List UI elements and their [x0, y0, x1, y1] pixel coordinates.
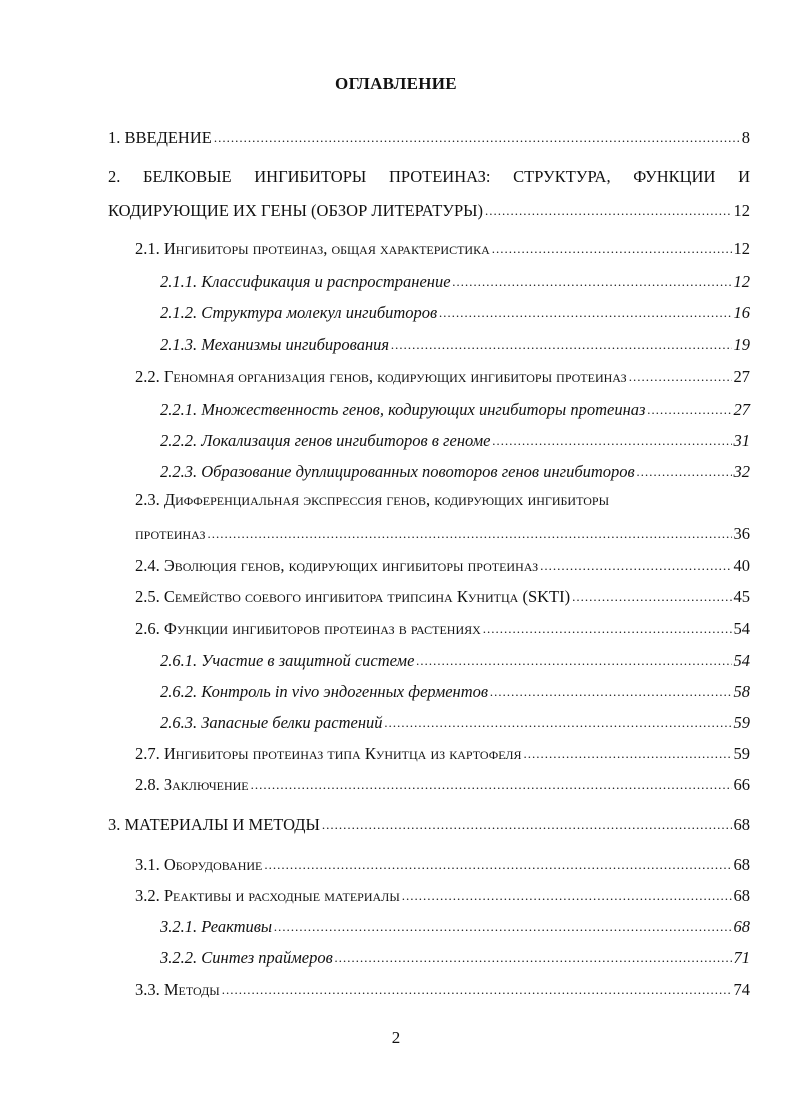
- leader-dots: [222, 978, 732, 995]
- leader-dots: [572, 585, 731, 602]
- toc-entry-title: 2.1. Ингибиторы протеиназ, общая характеристика: [135, 238, 490, 258]
- leader-dots: [264, 853, 731, 870]
- toc-entry-title: 3.2.2. Синтез праймеров: [160, 947, 333, 967]
- leader-dots: [385, 711, 732, 728]
- toc-entry-page: 68: [733, 916, 750, 936]
- leader-dots: [416, 649, 731, 666]
- toc-entry-page: 36: [733, 523, 750, 543]
- toc-entry-page: 19: [733, 334, 750, 354]
- toc-entry[interactable]: [160, 915, 750, 937]
- toc-entry-page: 45: [733, 586, 750, 606]
- leader-dots: [322, 813, 732, 830]
- leader-dots: [335, 946, 732, 963]
- toc-entry-title: КОДИРУЮЩИЕ ИХ ГЕНЫ (ОБЗОР ЛИТЕРАТУРЫ): [108, 200, 484, 220]
- toc-entry-page: 12: [733, 200, 750, 220]
- toc-entry[interactable]: [160, 398, 750, 420]
- toc-entry-page: 54: [733, 650, 750, 670]
- toc-entry-page: 31: [733, 430, 750, 450]
- toc-entry-page: 27: [733, 399, 750, 419]
- toc-entry[interactable]: [135, 742, 750, 764]
- leader-dots: [439, 301, 731, 318]
- toc-entry-page: 12: [733, 271, 750, 291]
- toc-entry-page: 74: [733, 979, 750, 999]
- toc-entry[interactable]: [135, 773, 750, 795]
- toc-entry-title-line1: 2. БЕЛКОВЫЕ ИНГИБИТОРЫ ПРОТЕИНАЗ: СТРУКТУРА, ФУНКЦИИ И: [108, 167, 750, 186]
- toc-entry-title: 2.8. Заключение: [135, 774, 249, 794]
- toc-entry[interactable]: [135, 978, 750, 1000]
- toc-entry[interactable]: [135, 522, 750, 544]
- leader-dots: [629, 365, 732, 382]
- toc-entry-page: 66: [733, 774, 750, 794]
- leader-dots: [647, 398, 731, 415]
- leader-dots: [274, 915, 731, 932]
- toc-entry-page: 27: [733, 366, 750, 386]
- leader-dots: [391, 333, 731, 350]
- toc-entry[interactable]: [160, 270, 750, 292]
- toc-entry[interactable]: [135, 585, 750, 607]
- toc-entry[interactable]: [108, 126, 750, 148]
- toc-entry-title: 2.5. Семейство соевого ингибитора трипсина Кунитца (SKTI): [135, 586, 571, 606]
- toc-entry[interactable]: [160, 460, 750, 482]
- toc-entry-title: 3.2. Реактивы и расходные материалы: [135, 885, 400, 905]
- toc-entry-title: 3. МАТЕРИАЛЫ И МЕТОДЫ: [108, 814, 320, 834]
- toc-entry-title: 2.2.3. Образование дуплицированных повоторов генов ингибиторов: [160, 461, 635, 481]
- leader-dots: [492, 429, 731, 446]
- toc-entry-title: 2.2. Геномная организация генов, кодирующих ингибиторы протеиназ: [135, 366, 627, 386]
- toc-entry-title: 1. ВВЕДЕНИЕ: [108, 127, 212, 147]
- leader-dots: [208, 522, 732, 539]
- toc-entry[interactable]: [160, 649, 750, 671]
- toc-entry[interactable]: [135, 884, 750, 906]
- leader-dots: [492, 237, 732, 254]
- toc-entry-page: 68: [733, 885, 750, 905]
- toc-entry[interactable]: [135, 554, 750, 576]
- toc-entry-title-line1: 2.3. Дифференциальная экспрессия генов, кодирующих ингибиторы: [135, 490, 610, 509]
- toc-entry-title: 2.2.2. Локализация генов ингибиторов в геноме: [160, 430, 491, 450]
- toc-entry[interactable]: [135, 617, 750, 639]
- leader-dots: [453, 270, 732, 287]
- toc-entry-page: 68: [733, 854, 750, 874]
- toc-entry[interactable]: [135, 237, 750, 259]
- toc-entry-title: 2.6.1. Участие в защитной системе: [160, 650, 415, 670]
- toc-entry-title: 3.2.1. Реактивы: [160, 916, 273, 936]
- toc-entry-page: 32: [733, 461, 750, 481]
- leader-dots: [540, 554, 731, 571]
- toc-entry-page: 59: [733, 743, 750, 763]
- toc-entry-page: 16: [733, 302, 750, 322]
- toc-entry-title: 2.6. Функции ингибиторов протеиназ в растениях: [135, 618, 481, 638]
- toc-entry[interactable]: [160, 301, 750, 323]
- toc-entry-title: протеиназ: [135, 523, 206, 543]
- leader-dots: [483, 617, 732, 634]
- leader-dots: [637, 460, 732, 477]
- toc-entry-title: 2.1.1. Классификация и распространение: [160, 271, 451, 291]
- toc-entry-page: 8: [741, 127, 750, 147]
- toc-entry[interactable]: [108, 813, 750, 835]
- toc-entry-page: 68: [733, 814, 750, 834]
- toc-entry-title: 2.6.3. Запасные белки растений: [160, 712, 383, 732]
- toc-entry[interactable]: [108, 199, 750, 221]
- toc-entry[interactable]: [160, 333, 750, 355]
- toc-entry-title: 2.1.2. Структура молекул ингибиторов: [160, 302, 438, 322]
- toc-entry[interactable]: [160, 946, 750, 968]
- toc-entry-page: 40: [733, 555, 750, 575]
- leader-dots: [524, 742, 732, 759]
- toc-entry-title: 2.4. Эволюция генов, кодирующих ингибиторы протеиназ: [135, 555, 539, 575]
- leader-dots: [402, 884, 732, 901]
- toc-entry[interactable]: [135, 853, 750, 875]
- toc-entry-title: 3.1. Оборудование: [135, 854, 263, 874]
- toc-entry-title: 2.7. Ингибиторы протеиназ типа Кунитца из картофеля: [135, 743, 522, 763]
- leader-dots: [214, 126, 740, 143]
- toc-entry-page: 54: [733, 618, 750, 638]
- toc-entry-page: 71: [733, 947, 750, 967]
- toc-heading: ОГЛАВЛЕНИЕ: [335, 74, 457, 93]
- toc-entry[interactable]: [160, 680, 750, 702]
- toc-entry-title: 2.1.3. Механизмы ингибирования: [160, 334, 390, 354]
- toc-entry-page: 12: [733, 238, 750, 258]
- toc-entry-page: 59: [733, 712, 750, 732]
- leader-dots: [251, 773, 732, 790]
- toc-entry-page: 58: [733, 681, 750, 701]
- toc-entry[interactable]: [160, 711, 750, 733]
- page-number: 2: [391, 1028, 401, 1047]
- leader-dots: [485, 199, 731, 216]
- toc-entry[interactable]: [135, 365, 750, 387]
- toc-entry[interactable]: [160, 429, 750, 451]
- toc-entry-title: 3.3. Методы: [135, 979, 220, 999]
- leader-dots: [490, 680, 731, 697]
- toc-entry-title: 2.6.2. Контроль in vivo эндогенных ферментов: [160, 681, 489, 701]
- toc-entry-title: 2.2.1. Множественность генов, кодирующих ингибиторы протеиназ: [160, 399, 646, 419]
